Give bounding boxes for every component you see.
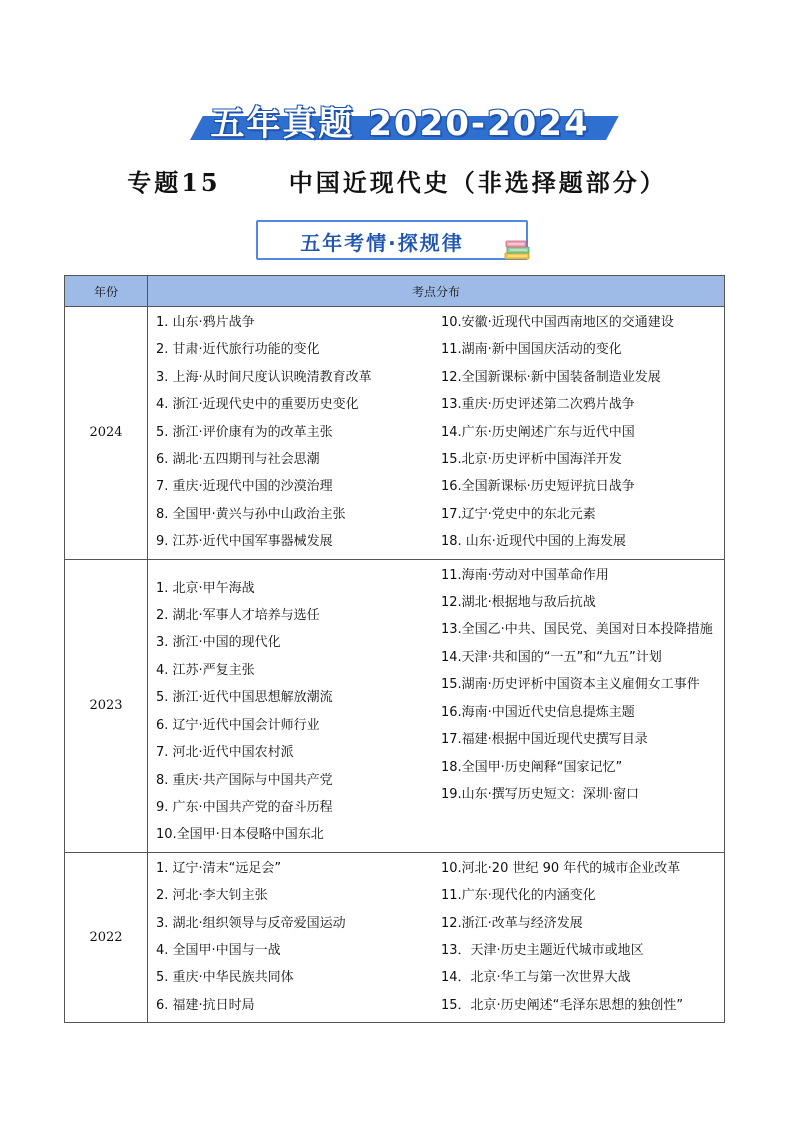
list-item: 3. 湖北·组织领导与反帝爱国运动 (156, 915, 346, 931)
list-item: 14．北京·华工与第一次世界大战 (441, 970, 631, 986)
list-item: 11.广东·现代化的内涵变化 (441, 888, 596, 904)
list-item: 1. 辽宁·清末“远足会” (156, 860, 282, 876)
list-item: 7. 河北·近代中国农村派 (156, 745, 294, 761)
topics-right-column (439, 562, 724, 849)
list-item: 4. 浙江·近现代史中的重要历史变化 (156, 397, 359, 413)
topics-right-column (439, 309, 724, 556)
subject-title: 专题15 中国近现代史（非选择题部分） (127, 168, 667, 197)
list-item: 19.山东·撰写历史短文：深圳·窗口 (441, 786, 639, 802)
list-item: 16.海南·中国近代史信息提炼主题 (441, 704, 635, 720)
list-item: 13.全国乙·中共、国民党、美国对日本投降措施 (441, 622, 713, 638)
header-year: 年份 (65, 276, 148, 307)
title-banner (190, 96, 610, 144)
list-item: 1. 山东·鸦片战争 (156, 315, 255, 330)
list-item: 17.福建·根据中国近现代史撰写目录 (441, 732, 648, 748)
list-item: 6. 福建·抗日时局 (156, 997, 255, 1013)
list-item: 2. 河北·李大钊主张 (156, 888, 268, 904)
list-item: 12.湖北·根据地与敌后抗战 (441, 595, 596, 611)
topics-left-column (156, 562, 439, 849)
list-item: 14.天津·共和国的“一五”和“九五”计划 (441, 649, 662, 665)
list-item: 10.全国甲·日本侵略中国东北 (156, 827, 324, 843)
list-item: 10.河北·20 世纪 90 年代的城市企业改革 (441, 860, 681, 876)
year-cell: 2024 (65, 307, 148, 560)
list-item: 1. 北京·甲午海战 (156, 580, 255, 596)
list-item: 9. 广东·中国共产党的奋斗历程 (156, 799, 333, 815)
year-cell: 2023 (65, 559, 148, 852)
list-item: 18.全国甲·历史阐释“国家记忆” (441, 759, 623, 775)
topics-cell (148, 852, 725, 1022)
year-cell: 2022 (65, 852, 148, 1022)
topics-left-column (156, 309, 439, 556)
list-item: 17.辽宁·党史中的东北元素 (441, 506, 596, 522)
list-item: 11.湖南·新中国国庆活动的变化 (441, 342, 622, 358)
table-row (65, 559, 725, 852)
list-item: 5. 重庆·中华民族共同体 (156, 970, 294, 986)
list-item: 8. 重庆·共产国际与中国共产党 (156, 772, 333, 788)
list-item: 12.浙江·改革与经济发展 (441, 915, 583, 931)
list-item: 3. 上海·从时间尺度认识晚清教育改革 (156, 369, 372, 385)
header-topics: 考点分布 (148, 276, 725, 307)
list-item: 6. 湖北·五四期刊与社会思潮 (156, 452, 320, 468)
banner-title: 五年真题 2020-2024 (210, 104, 590, 144)
section-tag-label: 五年考情·探规律 (300, 231, 464, 255)
list-item: 15.湖南·历史评析中国资本主义雇佣女工事件 (441, 677, 700, 693)
list-item: 3. 浙江·中国的现代化 (156, 635, 281, 651)
list-item: 18. 山东·近现代中国的上海发展 (441, 534, 626, 550)
list-item: 13.重庆·历史评述第二次鸦片战争 (441, 397, 635, 413)
books-icon (502, 238, 532, 262)
list-item: 4. 江苏·严复主张 (156, 662, 255, 678)
list-item: 14.广东·历史阐述广东与近代中国 (441, 424, 635, 440)
list-item: 11.海南·劳动对中国革命作用 (441, 567, 609, 583)
list-item: 4. 全国甲·中国与一战 (156, 942, 281, 958)
list-item: 2. 甘肃·近代旅行功能的变化 (156, 342, 320, 358)
section-tag (256, 220, 528, 260)
list-item: 8. 全国甲·黄兴与孙中山政治主张 (156, 506, 346, 522)
table-header-row (65, 276, 725, 307)
list-item: 10.安徽·近现代中国西南地区的交通建设 (441, 315, 674, 330)
list-item: 15.北京·历史评析中国海洋开发 (441, 452, 622, 468)
topics-left-column (156, 855, 439, 1019)
topics-cell (148, 559, 725, 852)
list-item: 5. 浙江·评价康有为的改革主张 (156, 424, 333, 440)
list-item: 5. 浙江·近代中国思想解放潮流 (156, 690, 333, 706)
topics-cell (148, 307, 725, 560)
list-item: 7. 重庆·近现代中国的沙漠治理 (156, 479, 333, 495)
table-row (65, 307, 725, 560)
list-item: 16.全国新课标·历史短评抗日战争 (441, 479, 635, 495)
list-item: 2. 湖北·军事人才培养与选任 (156, 608, 320, 624)
list-item: 9. 江苏·近代中国军事器械发展 (156, 534, 333, 550)
list-item: 13．天津·历史主题近代城市或地区 (441, 942, 644, 958)
table-row (65, 852, 725, 1022)
exam-topic-table (64, 275, 725, 1023)
list-item: 6. 辽宁·近代中国会计师行业 (156, 717, 320, 733)
list-item: 15．北京·历史阐述“毛泽东思想的独创性” (441, 997, 684, 1013)
topics-right-column (439, 855, 724, 1019)
list-item: 12.全国新课标·新中国装备制造业发展 (441, 369, 661, 385)
